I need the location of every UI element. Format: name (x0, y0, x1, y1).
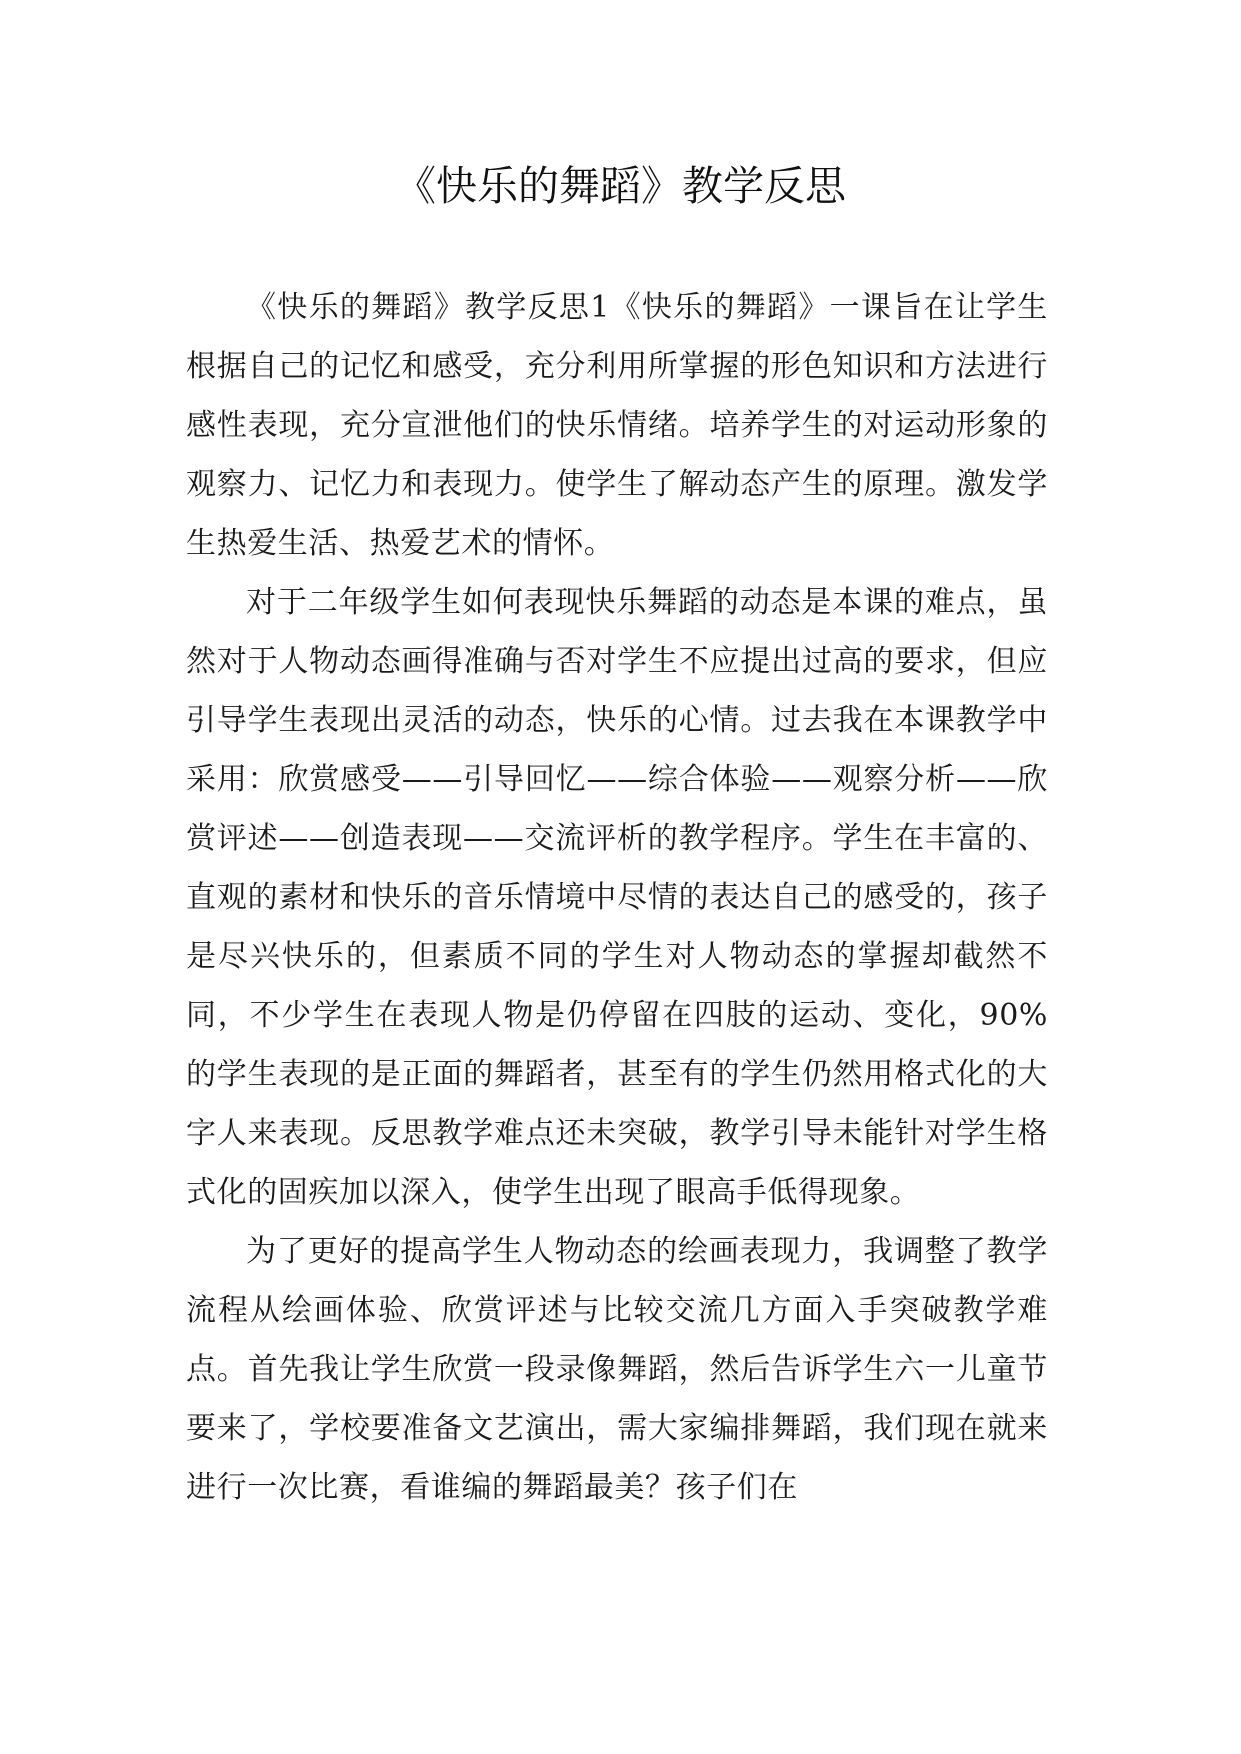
document-title: 《快乐的舞蹈》教学反思 (395, 162, 846, 210)
body-paragraph-1: 《快乐的舞蹈》教学反思1《快乐的舞蹈》一课旨在让学生根据自己的记忆和感受，充分利用所掌握的形色知识和方法进行感性表现，充分宣泄他们的快乐情绪。培养学生的对运动形象的观察力、记忆力和表现力。使学生了解动态产生的原理。激发学生热爱生活、热爱艺术的情怀。 (186, 290, 1048, 561)
body-paragraph-2: 对于二年级学生如何表现快乐舞蹈的动态是本课的难点，虽然对于人物动态画得准确与否对学生不应提出过高的要求，但应引导学生表现出灵活的动态，快乐的心情。过去我在本课教学中采用：欣赏感受——引导回忆——综合体验——观察分析——欣赏评述——创造表现——交流评析的教学程序。学生在丰富的、直观的素材和快乐的音乐情境中尽情的表达自己的感受的，孩子是尽兴快乐的，但素质不同的学生对人物动态的掌握却截然不同，不少学生在表现人物是仍停留在四肢的运动、变化，90%的学生表现的是正面的舞蹈者，甚至有的学生仍然用格式化的大字人来表现。反思教学难点还未突破，教学引导未能针对学生格式化的固疾加以深入，使学生出现了眼高手低得现象。 (186, 585, 1048, 1210)
body-paragraph-3: 为了更好的提高学生人物动态的绘画表现力，我调整了教学流程从绘画体验、欣赏评述与比较交流几方面入手突破教学难点。首先我让学生欣赏一段录像舞蹈，然后告诉学生六一儿童节要来了，学校要准备文艺演出，需大家编排舞蹈，我们现在就来进行一次比赛，看谁编的舞蹈最美？孩子们在 (186, 1234, 1048, 1505)
document-body (186, 278, 1048, 1517)
